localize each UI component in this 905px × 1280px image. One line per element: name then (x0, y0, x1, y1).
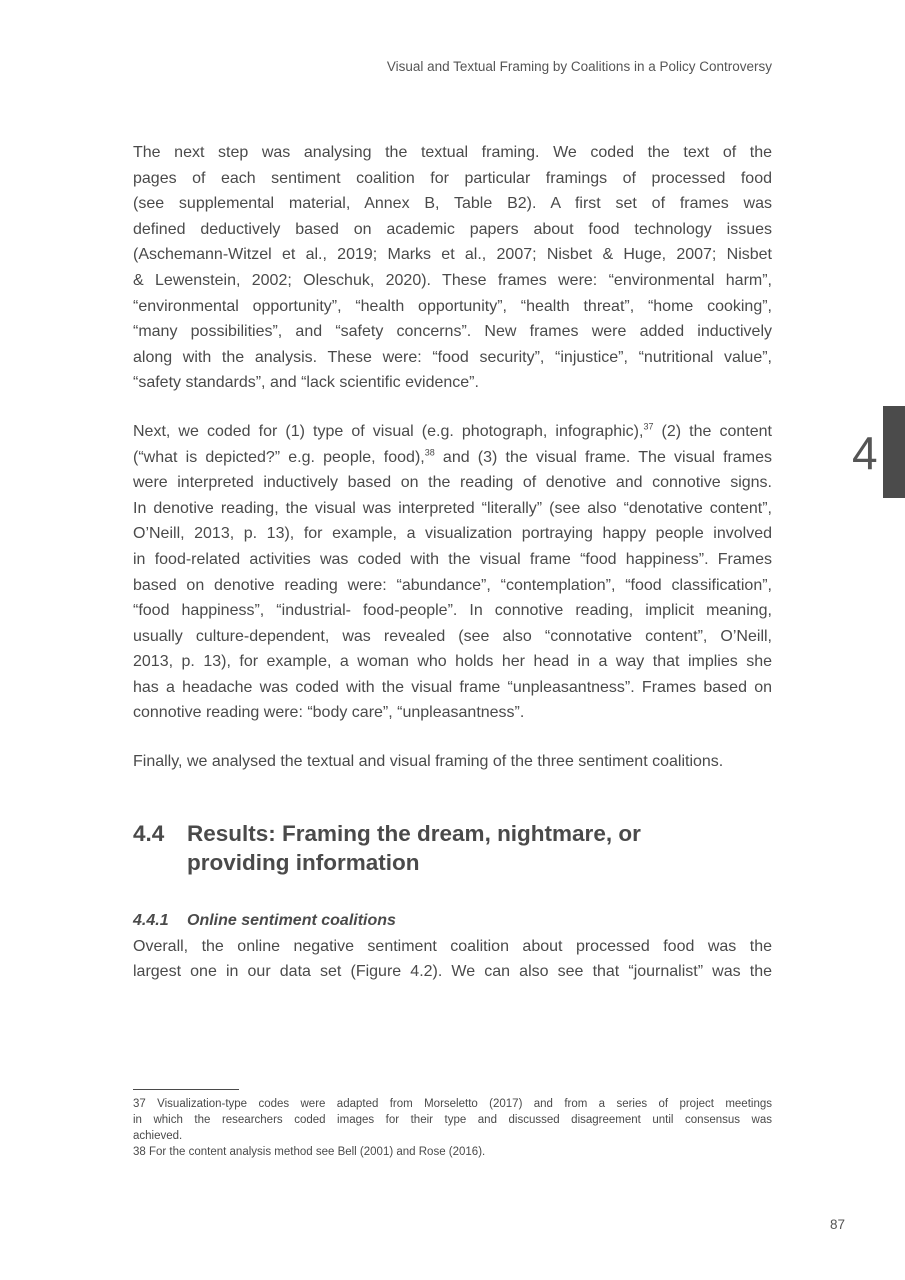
subsection-title: Online sentiment coalitions (187, 911, 396, 929)
text-line: defined deductively based on academic papers about food technology issues (133, 220, 772, 238)
footnote-38 (133, 1144, 772, 1160)
subsection-number: 4.4.1 (133, 911, 169, 929)
text-line: O’Neill, 2013, p. 13), for example, a visualization portraying happy people involved (133, 525, 772, 543)
footnote-line: 37 Visualization-type codes were adapted from Morseletto (2017) and from a series of project meetings (133, 1098, 772, 1110)
text-run: (“what is depicted?” e.g. people, food), (133, 448, 425, 466)
text-line: usually culture-dependent, was revealed (see also “connotative content”, O’Neill, (133, 627, 772, 645)
footnote-ref-37[interactable]: 37 (643, 421, 654, 432)
main-text (133, 140, 772, 1008)
text-line: along with the analysis. These were: “food security”, “injustice”, “nutritional value”, (133, 348, 772, 366)
text-line: Finally, we analysed the textual and visual framing of the three sentiment coalitions. (133, 753, 724, 771)
text-line: connotive reading were: “body care”, “unpleasantness”. (133, 704, 525, 722)
text-line: Overall, the online negative sentiment coalition about processed food was the (133, 937, 772, 955)
footnote-line: 38 For the content analysis method see Bell (2001) and Rose (2016). (133, 1146, 486, 1158)
text-line: based on denotive reading were: “abundance”, “contemplation”, “food classification”, (133, 576, 772, 594)
text-line: in food-related activities was coded with the visual frame “food happiness”. Frames (133, 550, 772, 568)
paragraph-visual-coding (133, 419, 772, 726)
section-number: 4.4 (133, 820, 165, 846)
text-line: (see supplemental material, Annex B, Table B2). A first set of frames was (133, 195, 772, 213)
text-line (133, 445, 772, 471)
section-title-line: providing information (187, 849, 420, 875)
text-line: “environmental opportunity”, “health opportunity”, “health threat”, “home cooking”, (133, 297, 772, 315)
footnote-ref-38[interactable]: 38 (424, 447, 435, 458)
text-line: “safety standards”, and “lack scientific evidence”. (133, 374, 479, 392)
text-line: were interpreted inductively based on the reading of denotive and connotive signs. (133, 474, 772, 492)
text-run: Next, we coded for (1) type of visual (e.g. photograph, infographic), (133, 422, 644, 440)
text-run: (2) the content (653, 422, 772, 440)
text-line: “many possibilities”, and “safety concerns”. New frames were added inductively (133, 323, 772, 341)
text-line: & Lewenstein, 2002; Oleschuk, 2020). These frames were: “environmental harm”, (133, 271, 772, 289)
text-line: 2013, p. 13), for example, a woman who holds her head in a way that implies she (133, 653, 772, 671)
page-number: 87 (830, 1217, 846, 1232)
running-header: Visual and Textual Framing by Coalitions in a Policy Controversy (386, 59, 772, 74)
text-line: “food happiness”, “industrial- food-people”. In connotive reading, implicit meaning, (133, 602, 772, 620)
text-run: and (3) the visual frame. The visual frames (434, 448, 772, 466)
paragraph-finally (133, 749, 772, 775)
text-line: In denotive reading, the visual was interpreted “literally” (see also “denotative content”, (133, 499, 772, 517)
footnote-divider (133, 1089, 239, 1090)
text-line: has a headache was coded with the visual frame “unpleasantness”. Frames based on (133, 678, 772, 696)
subsection-heading (133, 910, 772, 932)
text-line: The next step was analysing the textual framing. We coded the text of the (133, 144, 772, 161)
text-line (133, 419, 772, 445)
footnotes (133, 1096, 772, 1160)
section-heading (133, 819, 772, 877)
footnote-line: in which the researchers coded images for their type and discussed disagreement until consensus was (133, 1114, 772, 1126)
section-title (187, 819, 772, 877)
paragraph-textual-framing (133, 140, 772, 396)
text-line: largest one in our data set (Figure 4.2). We can also see that “journalist” was the (133, 963, 772, 981)
chapter-tab-marker (883, 406, 905, 498)
chapter-number: 4 (852, 427, 878, 479)
text-line: pages of each sentiment coalition for particular framings of processed food (133, 169, 772, 187)
section-title-line: Results: Framing the dream, nightmare, or (187, 820, 641, 846)
footnote-line: achieved. (133, 1130, 183, 1142)
text-line: (Aschemann-Witzel et al., 2019; Marks et al., 2007; Nisbet & Huge, 2007; Nisbet (133, 246, 772, 264)
paragraph-overall (133, 934, 772, 985)
footnote-37 (133, 1096, 772, 1144)
